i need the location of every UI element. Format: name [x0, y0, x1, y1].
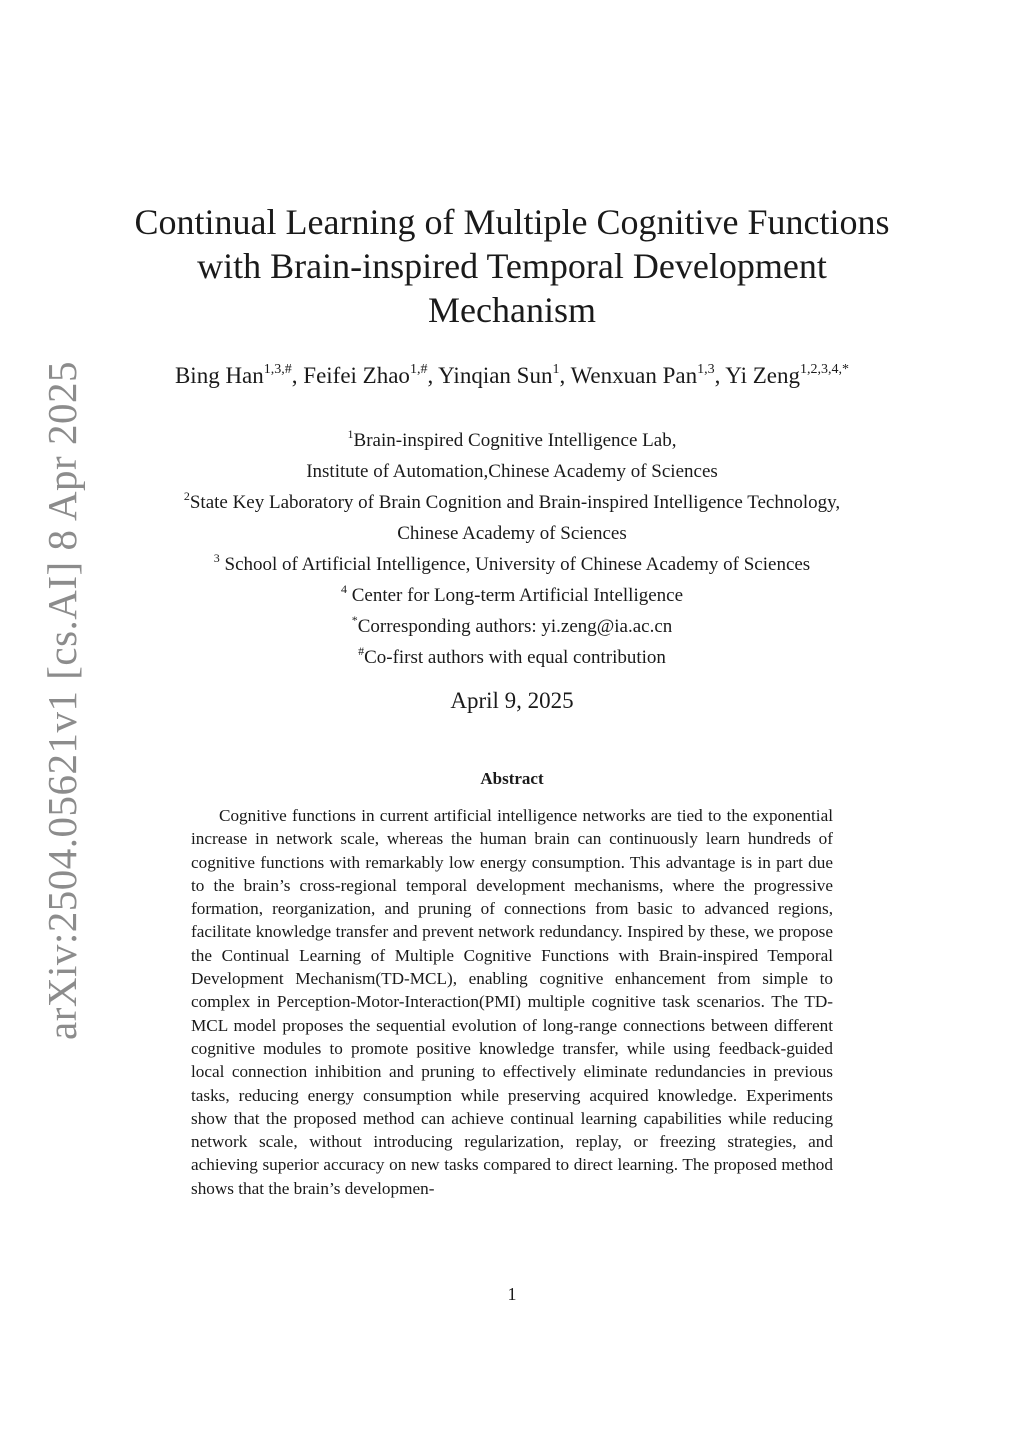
- corresponding-author-note: *Corresponding authors: yi.zeng@ia.ac.cn: [351, 613, 673, 637]
- page-number: 1: [507, 1284, 517, 1304]
- co-first-author-note: #Co-first authors with equal contribution: [358, 644, 666, 668]
- arxiv-stamp: arXiv:2504.05621v1 [cs.AI] 8 Apr 2025: [39, 361, 85, 1040]
- affiliation-line: $^2$State Key Laboratory of Brain Cognition and Brain-inspired Intelligence Technology,: [183, 489, 841, 513]
- paper-title: Continual Learning of Multiple Cognitive Functions with Brain-inspired Temporal Development Mechanism: [134, 202, 890, 330]
- affiliation-line: $^4$ Center for Long-term Artificial Intelligence: [340, 582, 684, 606]
- abstract-heading: Abstract: [480, 769, 544, 788]
- abstract-text: Cognitive functions in current artificial intelligence networks are tied to the exponential increase in network scale, whereas the human brain can continuously learn hundreds of cognitive functions with remarkably low energy consumption. This advantage is in part due to the brain’s cross-regional temporal development mechanisms, where the progressive formation, reorganization, and pruning of connections from basic to advanced regions, facilitate knowledge transfer and prevent network redundancy. Inspired by these, we propose the Continual Learning of Multiple Cognitive Functions with Brain-inspired Temporal Development Mechanism(TD-MCL), enabling cognitive enhancement from simple to complex in Perception-Motor-Interaction(PMI) multiple cognitive task scenarios. The TD-MCL model proposes the sequential evolution of long-range connections between different cognitive modules to promote positive knowledge transfer, while using feedback-guided local connection inhibition and pruning to effectively eliminate redundancies in previous tasks, reducing energy consumption while preserving acquired knowledge. Experiments show that the proposed method can achieve continual learning capabilities while reducing network scale, without introducing regularization, replay, or freezing strategies, and achieving superior accuracy on new tasks compared to direct learning. The proposed method shows that the brain’s developmen-: [191, 806, 833, 1198]
- affiliation-line: Institute of Automation,Chinese Academy of Sciences: [306, 461, 718, 482]
- author: Yi Zeng$^{1,2,3,4,*}$: [725, 362, 850, 388]
- affiliation-line: $^1$Brain-inspired Cognitive Intelligence Lab,: [347, 427, 677, 451]
- author: Bing Han$^{1,3,\#}$,: [174, 362, 304, 388]
- author: Yinqian Sun$^1$,: [438, 362, 571, 388]
- affiliation-list: [112, 425, 912, 673]
- affiliation-line: $^3$ School of Artificial Intelligence, University of Chinese Academy of Sciences: [213, 551, 811, 575]
- author: Feifei Zhao$^{1,\#}$,: [303, 362, 439, 388]
- author: Wenxuan Pan$^{1,3}$,: [570, 362, 726, 388]
- author-list: [112, 360, 912, 392]
- affiliation-line: Chinese Academy of Sciences: [397, 523, 627, 544]
- paper-date: April 9, 2025: [450, 688, 574, 713]
